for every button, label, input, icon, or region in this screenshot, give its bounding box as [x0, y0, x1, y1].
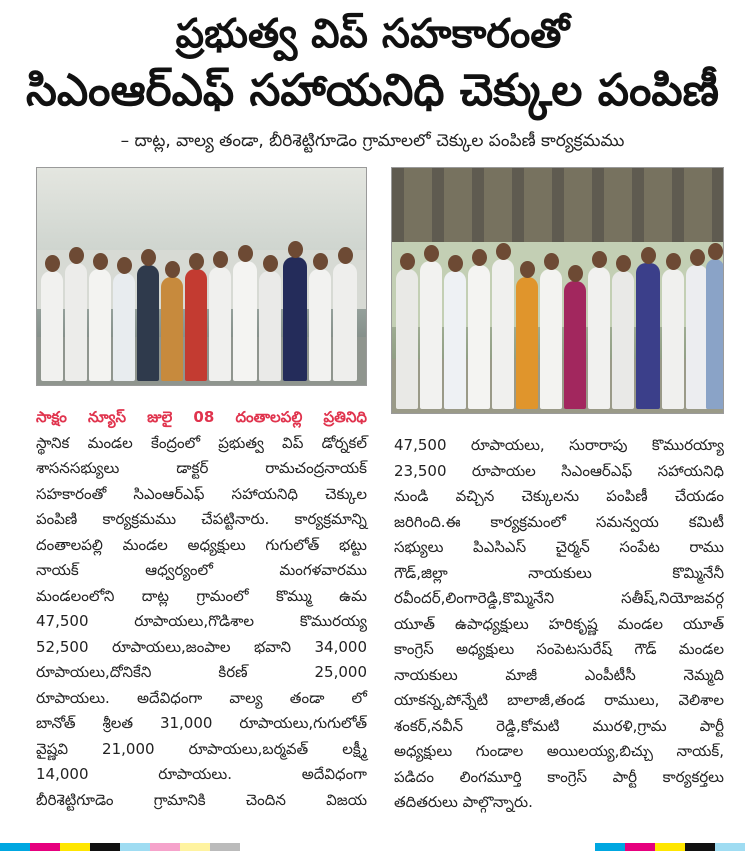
article-line: 47,500 రూపాయలు, సురారాపు కొమురయ్యా [394, 436, 724, 454]
article-line: రూపాయలు,దోనికేని కిరణ్ 25,000 [36, 663, 367, 681]
article-line: 52,500 రూపాయలు,జంపాల భవాని 34,000 [36, 637, 367, 656]
article-line: యూత్ ఉపాధ్యక్షులు హరికృష్ణ మండల యూత్ [394, 614, 724, 633]
color-registration-magenta [30, 843, 60, 851]
event-photo-left [36, 167, 367, 386]
article-line: తదితరులు పాల్గొన్నారు. [394, 793, 533, 811]
color-registration-magenta [625, 843, 655, 851]
article-line: రూపాయలు. అదేవిధంగా వాల్య తండా లో [36, 688, 367, 707]
photo-person [309, 269, 331, 381]
color-registration-yellow [60, 843, 90, 851]
article-line: బానోత్ శ్రీలత 31,000 రూపాయలు,గుగులోత్ [36, 714, 367, 732]
color-registration-light-cyan [120, 843, 150, 851]
article-line: సభ్యులు పిఎసిఎస్ చైర్మన్ సంపేట రాము [394, 538, 724, 556]
photo-person [662, 269, 684, 409]
photo-person [185, 269, 207, 381]
photo-person [113, 273, 135, 381]
article-line: కాంగ్రెస్ అధ్యక్షులు సంపెటసురేష్ గౌడ్ మండల [394, 640, 724, 658]
photo-person [588, 267, 610, 409]
photo-person [444, 271, 466, 409]
color-registration-black [90, 843, 120, 851]
article-line: బీరిశెట్టిగూడెం గ్రామానికి చెందిన విజయ [36, 790, 367, 809]
photo-person [636, 263, 660, 409]
headline-line-2: సిఎంఆర్ఎఫ్ సహాయనిధి చెక్కుల పంపిణీ [25, 65, 720, 116]
article-line: యాకన్న,పోన్నేటి బాలాజీ,తండ రాములు, వెలిశాల [394, 691, 724, 709]
photo-person [283, 257, 307, 381]
color-registration-gray [210, 843, 240, 851]
article-line: సహకారంతో సిఎంఆర్ఎఫ్ సహాయనిధి చెక్కుల [36, 484, 367, 503]
article-line: గౌడ్,జిల్లా నాయకులు కొమ్మినేనీ [394, 563, 724, 582]
photo-person [41, 271, 63, 381]
photo-person [686, 265, 708, 409]
article-line: శాసనసభ్యులు డాక్టర్ రామచంద్రనాయక్ [36, 459, 367, 477]
photo-person [492, 259, 514, 409]
article-line: నాయకులు మాజీ ఎంపీటీసీ నెమ్మది [394, 665, 724, 684]
article-line: దంతాలపల్లి మండల అధ్యక్షులు గుగులోత్ భట్టు [36, 535, 367, 554]
photo-person [333, 263, 357, 381]
photo-person [65, 263, 87, 381]
color-registration-light-yellow [180, 843, 210, 851]
article-line: శంకర్,నవీన్ రెడ్డి,కోమటి మురళి,గ్రామ పార్టీ [394, 716, 724, 735]
article-line: 14,000 రూపాయలు. అదేవిధంగా [36, 765, 367, 783]
article-column-left [36, 405, 367, 813]
color-registration-black [685, 843, 715, 851]
article-line: పడిదం లింగమూర్తి కాంగ్రెస్ పార్టీ కార్యకర్తలు [394, 767, 724, 786]
article-line: నాయక్ ఆధ్వర్యంలో మంగళవారము [36, 561, 367, 579]
article-line: స్థానిక మండల కేంద్రంలో ప్రభుత్వ విప్ డోర్నకల్ [36, 433, 367, 452]
article-line: మండలంలోని దాట్ల గ్రామంలో కొమ్ము ఉమ [36, 586, 367, 605]
photo-person [468, 265, 490, 409]
event-photo-right [391, 167, 724, 414]
article-line: అధ్యక్షులు గుండాల అయిలయ్య,బిచ్చు నాయక్, [394, 742, 724, 760]
photo-person [516, 277, 538, 409]
article-line: జరిగింది.ఈ కార్యక్రమంలో సమన్వయ కమిటీ [394, 512, 724, 531]
photo-person [540, 269, 562, 409]
photo-person [564, 281, 586, 409]
photo-roof [392, 168, 723, 242]
photo-roof [37, 168, 366, 250]
photo-person [89, 269, 111, 381]
color-registration-cyan [595, 843, 625, 851]
photo-person [612, 271, 634, 409]
color-registration-cyan [0, 843, 30, 851]
photo-person [137, 265, 159, 381]
article-line: 23,500 రూపాయల సిఎంఆర్ఎఫ్ సహాయనిధి [394, 461, 724, 480]
photo-person [420, 261, 442, 409]
color-registration-light-magenta [150, 843, 180, 851]
headline-line-1: ప్రభుత్వ విప్ సహకారంతో [175, 11, 570, 57]
photo-person [259, 271, 281, 381]
article-line: 47,500 రూపాయలు,గొడిశాల కొమురయ్య [36, 612, 367, 630]
color-registration-yellow [655, 843, 685, 851]
photo-person [396, 269, 418, 409]
article-dateline: సాక్షం న్యూస్ జులై 08 దంతాలపల్లి ప్రతినిధి [36, 408, 367, 426]
photo-person [233, 261, 257, 381]
subheadline: – దాట్ల, వాల్య తండా, బీరిశెట్టిగూడెం గ్రామాలలో చెక్కుల పంపిణీ కార్యక్రమము [120, 131, 625, 151]
article-line: రవీందర్,లింగారెడ్డి,కొమ్మినేని సతీష్,నియోజవర్గ [394, 589, 724, 607]
article-line: వైష్ణవి 21,000 రూపాయలు,బర్మవత్ లక్ష్మీ [36, 739, 367, 758]
photo-person [161, 277, 183, 381]
article-column-right [394, 433, 724, 816]
article-line: నుండి వచ్చిన చెక్కులను పంపిణీ చేయడం [394, 487, 724, 505]
photo-person [706, 259, 724, 409]
photo-person [209, 267, 231, 381]
article-line: పంపిణి కార్యక్రమము చేపట్టినారు. కార్యక్రమాన్ని [36, 510, 367, 528]
color-registration-light-cyan [715, 843, 745, 851]
